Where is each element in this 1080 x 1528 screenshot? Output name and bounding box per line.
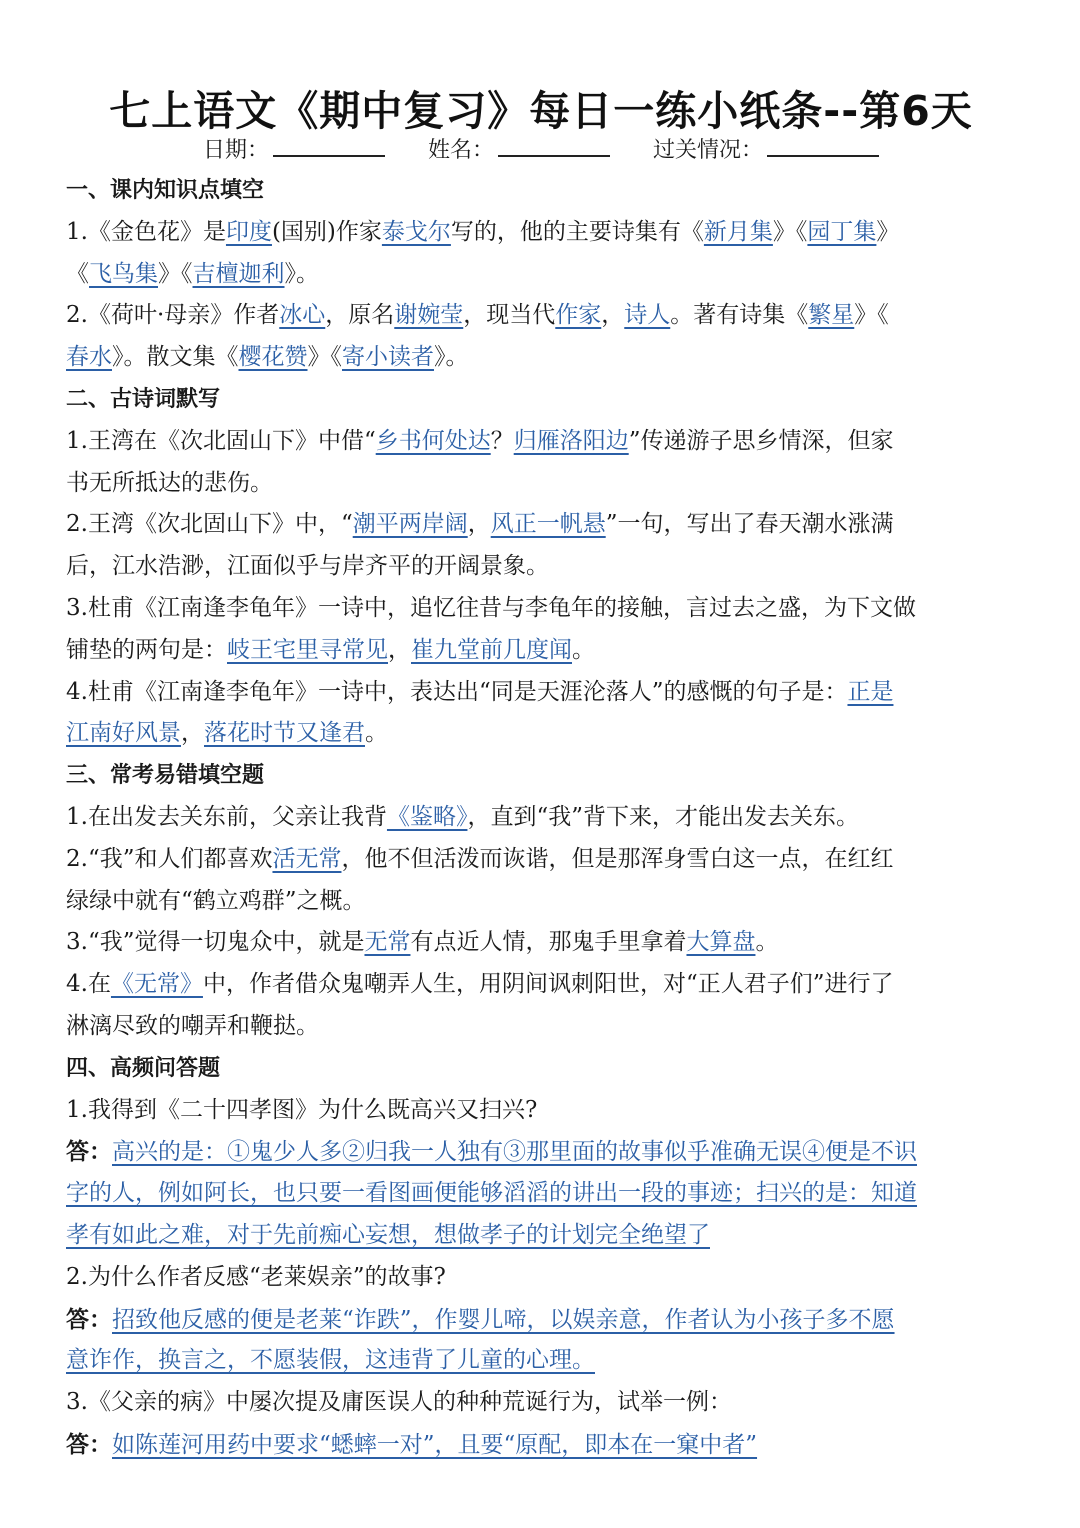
text-line bbox=[66, 463, 1016, 505]
question-text: 》 bbox=[876, 218, 900, 245]
question-text: (国别)作家 bbox=[271, 218, 382, 245]
question-text: ，直到“我”背下来，才能出发去关东。 bbox=[467, 803, 859, 830]
text-line bbox=[66, 254, 1016, 296]
answer-text: 无常 bbox=[364, 929, 411, 956]
question-text: 》《 bbox=[854, 302, 889, 329]
question-text: 2.王湾《次北固山下》中，“ bbox=[66, 511, 353, 538]
question-text: ，他不但活泼而诙谐，但是那浑身雪白这一点，在红红 bbox=[341, 845, 894, 872]
question-text: 1.王湾在《次北固山下》中借“ bbox=[66, 427, 376, 454]
answer-text: 乡书何处达 bbox=[375, 427, 491, 454]
question-text: 《 bbox=[66, 260, 89, 287]
answer-text: 正是 bbox=[847, 678, 894, 705]
text-line bbox=[66, 797, 1016, 839]
worksheet-content bbox=[66, 170, 1016, 1466]
question-text: 。 bbox=[572, 636, 595, 663]
answer-text: 作家 bbox=[555, 302, 602, 329]
answer-label: 答： bbox=[66, 1305, 112, 1333]
name-label: 姓名： bbox=[427, 138, 494, 163]
text-line bbox=[66, 1173, 1016, 1215]
question-text: 2.为什么作者反感“老莱娱亲”的故事? bbox=[66, 1263, 446, 1290]
question-text: 》。散文集《 bbox=[112, 344, 239, 371]
question-text: ”一句，写出了春天潮水涨满 bbox=[605, 511, 894, 538]
answer-text: 飞鸟集 bbox=[89, 260, 158, 287]
text-line bbox=[66, 1424, 1016, 1466]
question-text: ？ bbox=[490, 427, 514, 454]
status-label: 过关情况： bbox=[653, 138, 764, 163]
question-text: 》《 bbox=[307, 344, 342, 371]
answer-text: 谢婉莹 bbox=[394, 302, 464, 329]
text-line bbox=[66, 1131, 1016, 1173]
question-text: 书无所抵达的悲伤。 bbox=[66, 469, 273, 496]
question-text: ，现当代 bbox=[463, 302, 556, 329]
section-heading: 四、高频问答题 bbox=[66, 1054, 221, 1081]
question-text: 中，作者借众鬼嘲弄人生，用阴间讽刺阳世，对“正人君子们”进行了 bbox=[202, 971, 894, 998]
question-text: 》《 bbox=[772, 218, 808, 245]
answer-text: 冰心 bbox=[279, 302, 326, 329]
answer-text: 大算盘 bbox=[686, 929, 756, 956]
question-text: ”传递游子思乡情深，但家 bbox=[628, 427, 894, 454]
text-line bbox=[66, 295, 1016, 337]
answer-text: 《鉴略》 bbox=[386, 803, 468, 830]
question-text: 4.在 bbox=[66, 971, 111, 998]
answer-text: 潮平两岸阔 bbox=[352, 511, 468, 538]
answer-label: 答： bbox=[66, 1430, 112, 1458]
answer-text: 如陈莲河用药中要求“蟋蟀一对”，且要“原配，即本在一窠中者” bbox=[112, 1431, 758, 1458]
text-line bbox=[66, 504, 1016, 546]
text-line bbox=[66, 713, 1016, 755]
question-text: ，原名 bbox=[325, 302, 395, 329]
text-line bbox=[66, 421, 1016, 463]
header-fields bbox=[66, 133, 1016, 164]
status-blank-line bbox=[767, 137, 879, 157]
answer-text: 吉檀迦利 bbox=[192, 260, 285, 287]
text-line bbox=[66, 588, 1016, 630]
text-line bbox=[66, 337, 1016, 379]
answer-text: 孝有如此之难，对于先前痴心妄想，想做孝子的计划完全绝望了 bbox=[66, 1221, 710, 1248]
date-label: 日期： bbox=[202, 138, 269, 163]
question-text: 3.《父亲的病》中屡次提及庸医误人的种种荒诞行为，试举一例： bbox=[66, 1389, 732, 1416]
answer-text: 活无常 bbox=[272, 845, 342, 872]
question-text: 。 bbox=[365, 720, 388, 747]
question-text: 2.“我”和人们都喜欢 bbox=[66, 845, 273, 872]
date-field bbox=[203, 133, 385, 164]
text-line bbox=[66, 212, 1016, 254]
text-line bbox=[66, 922, 1016, 964]
text-line bbox=[66, 1382, 1016, 1424]
text-line bbox=[66, 881, 1016, 923]
question-text: 4.杜甫《江南逢李龟年》一诗中，表达出“同是天涯沦落人”的感慨的句子是： bbox=[66, 678, 848, 705]
question-text: ， bbox=[467, 511, 491, 538]
question-text: 》。 bbox=[284, 260, 319, 287]
answer-text: 《无常》 bbox=[110, 971, 203, 998]
question-text: 3.“我”觉得一切鬼众中，就是 bbox=[66, 929, 365, 956]
question-text: 。著有诗集《 bbox=[670, 302, 809, 329]
name-field bbox=[428, 133, 610, 164]
answer-text: 园丁集 bbox=[807, 218, 877, 245]
answer-text: 落花时节又逢君 bbox=[204, 720, 365, 747]
question-text: ， bbox=[601, 302, 625, 329]
answer-text: 新月集 bbox=[703, 218, 773, 245]
question-text: 1.在出发去关东前，父亲让我背 bbox=[66, 803, 387, 830]
text-line bbox=[66, 672, 1016, 714]
answer-text: 岐王宅里寻常见 bbox=[227, 636, 388, 663]
answer-text: 樱花赞 bbox=[238, 344, 308, 371]
question-text: 铺垫的两句是： bbox=[66, 636, 227, 663]
text-line bbox=[66, 630, 1016, 672]
question-text: 写的，他的主要诗集有《 bbox=[450, 218, 704, 245]
section-heading: 三、常考易错填空题 bbox=[66, 762, 265, 789]
text-line bbox=[66, 1299, 1016, 1341]
answer-text: 高兴的是：①鬼少人多②归我一人独有③那里面的故事似乎准确无误④便是不识 bbox=[112, 1139, 917, 1166]
text-line bbox=[66, 839, 1016, 881]
answer-text: 繁星 bbox=[808, 302, 855, 329]
answer-text: 风正一帆悬 bbox=[490, 511, 606, 538]
question-text: 1.《金色花》是 bbox=[66, 218, 226, 245]
question-text: ， bbox=[181, 720, 204, 747]
question-text: 1.我得到《二十四孝图》为什么既高兴又扫兴? bbox=[66, 1096, 538, 1123]
page-title: 七上语文《期中复习》每日一练小纸条--第6天 bbox=[109, 87, 973, 135]
text-line bbox=[66, 1090, 1016, 1132]
text-line bbox=[66, 1215, 1016, 1257]
text-line bbox=[66, 1006, 1016, 1048]
question-text: 后，江水浩渺，江面似乎与岸齐平的开阔景象。 bbox=[66, 553, 549, 580]
text-line bbox=[66, 1257, 1016, 1299]
answer-label: 答： bbox=[66, 1138, 112, 1166]
answer-text: 招致他反感的便是老莱“诈跌”，作婴儿啼，以娱亲意，作者认为小孩子多不愿 bbox=[112, 1306, 895, 1333]
answer-text: 寄小读者 bbox=[342, 344, 434, 371]
status-field bbox=[653, 133, 879, 164]
question-text: 》。 bbox=[434, 344, 469, 371]
question-text: 淋漓尽致的嘲弄和鞭挞。 bbox=[66, 1012, 319, 1039]
answer-text: 泰戈尔 bbox=[381, 218, 451, 245]
answer-text: 意诈作，换言之，不愿装假，这违背了儿童的心理。 bbox=[66, 1347, 595, 1374]
answer-text: 字的人，例如阿长，也只要一看图画便能够滔滔的讲出一段的事迹；扫兴的是：知道 bbox=[66, 1180, 917, 1207]
date-blank-line bbox=[273, 137, 385, 157]
text-line bbox=[66, 546, 1016, 588]
question-text: 2.《荷叶·母亲》作者 bbox=[66, 302, 280, 329]
question-text: 。 bbox=[755, 929, 779, 956]
question-text: ， bbox=[388, 636, 411, 663]
section-heading: 一、课内知识点填空 bbox=[66, 177, 265, 203]
question-text: 有点近人情，那鬼手里拿着 bbox=[410, 929, 687, 956]
question-text: 绿绿中就有“鹤立鸡群”之概。 bbox=[66, 887, 366, 914]
section-heading: 二、古诗词默写 bbox=[66, 385, 221, 412]
question-text: 3.杜甫《江南逢李龟年》一诗中，追忆往昔与李龟年的接触，言过去之盛，为下文做 bbox=[66, 594, 916, 621]
text-line bbox=[66, 964, 1016, 1006]
answer-text: 归雁洛阳边 bbox=[513, 427, 629, 454]
answer-text: 诗人 bbox=[624, 302, 671, 329]
name-blank-line bbox=[498, 137, 610, 157]
text-line bbox=[66, 1340, 1016, 1382]
answer-text: 春水 bbox=[66, 344, 112, 371]
answer-text: 崔九堂前几度闻 bbox=[411, 636, 572, 663]
answer-text: 江南好风景 bbox=[66, 720, 181, 747]
question-text: 》《 bbox=[158, 260, 193, 287]
answer-text: 印度 bbox=[225, 218, 272, 245]
